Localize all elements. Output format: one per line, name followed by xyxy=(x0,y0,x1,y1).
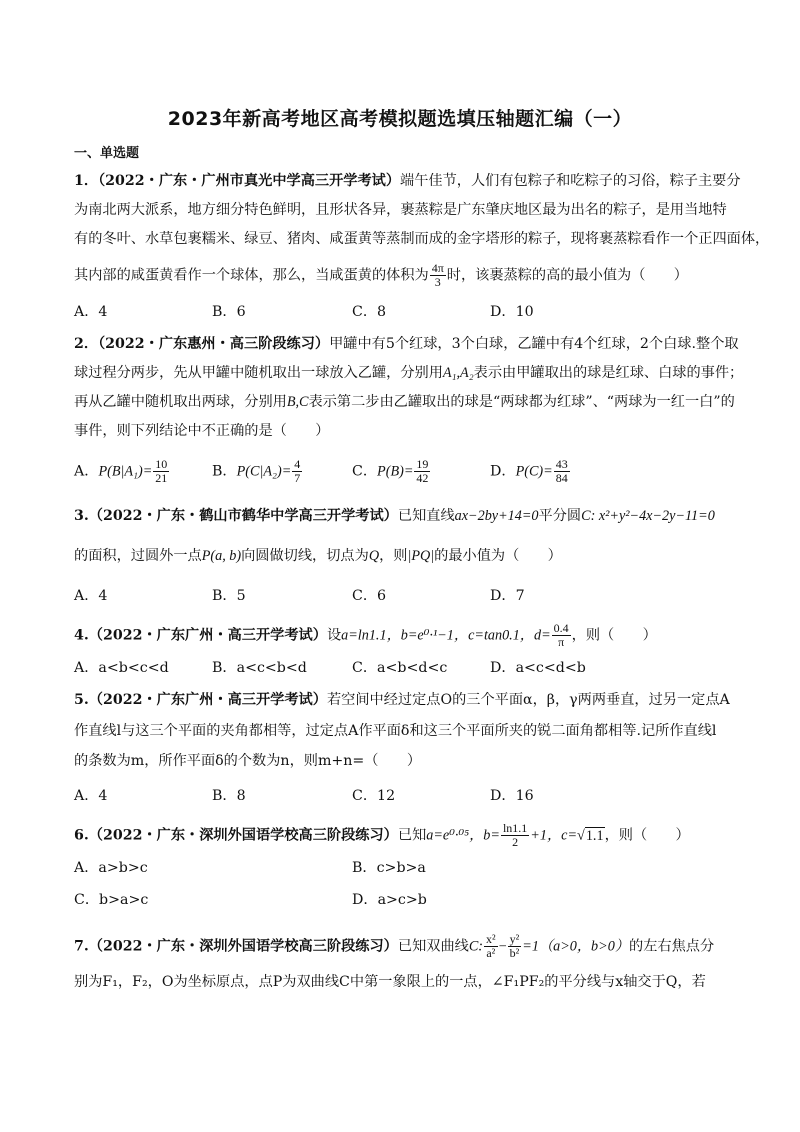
q3-math-line: ax−2by+14=0 xyxy=(454,508,539,524)
q6-line-1 xyxy=(74,822,734,849)
q2-text-3b: 表示第二步由乙罐取出的球是“两球都为红球”、“两球为一红一白”的 xyxy=(308,394,735,410)
q5-option-a: A．4 xyxy=(74,788,108,804)
q1-line-1 xyxy=(74,171,741,191)
q3-option-c: C．6 xyxy=(352,588,387,604)
q2-text-2b: 表示由甲罐取出的球是红球、白球的事件； xyxy=(473,365,744,381)
q3-line-2 xyxy=(74,546,734,566)
q3-text-2a: 的面积，过圆外一点 xyxy=(74,548,202,564)
q6-text-1b: ，则（ ） xyxy=(604,827,690,844)
q6-sqrt: √1.1 xyxy=(577,827,604,844)
q1-option-b: B．6 xyxy=(212,304,246,320)
q3-text-1b: 平分圆 xyxy=(538,508,582,524)
q2-option-d-den: 84 xyxy=(555,471,568,485)
q7-line-1 xyxy=(74,933,734,960)
q4-frac-den: π xyxy=(558,635,565,649)
q4-text-1a: 设 xyxy=(326,627,342,644)
q2-option-d-num: 43 xyxy=(555,457,568,471)
q2-option-c-label: C． xyxy=(352,463,378,480)
q4-fraction xyxy=(552,622,571,649)
q7-line-2: 别为F₁，F₂，O为坐标原点，点P为双曲线C中第一象限上的一点，∠F₁PF₂的平分线与x轴交于Q，若 xyxy=(74,974,706,990)
q6-text-1a: 已知 xyxy=(397,827,427,844)
q2-line-4: 事件，则下列结论中不正确的是（ ） xyxy=(74,423,330,439)
q2-option-b-label: B． xyxy=(212,463,237,480)
page-title: 2023年新高考地区高考模拟题选填压轴题汇编（一） xyxy=(167,108,633,130)
section-heading: 一、单选题 xyxy=(74,146,140,161)
q2-option-c-expr: P(B)= xyxy=(377,463,414,480)
q2-line-3 xyxy=(74,392,734,412)
q4-option-c: C．a<b<d<c xyxy=(352,660,448,676)
q7-source: 7.（2022・广东・深圳外国语学校高三阶段练习） xyxy=(74,938,398,955)
q2-option-b-expr: P(C|A₂)= xyxy=(236,463,292,480)
q6-source: 6.（2022・广东・深圳外国语学校高三阶段练习） xyxy=(74,827,398,844)
q3-text-2d: 的最小值为（ ） xyxy=(434,548,562,564)
q6-fraction xyxy=(501,822,529,849)
q2-math-2: A₁,A₂ xyxy=(442,365,474,381)
q1-text-4a: 其内部的咸蛋黄看作一个球体，那么，当咸蛋黄的体积为 xyxy=(74,267,429,284)
q2-option-a-num: 10 xyxy=(155,457,168,471)
q1-text-4b: 时，该裹蒸粽的高的最小值为（ ） xyxy=(446,267,688,284)
q2-option-d-frac xyxy=(554,458,570,485)
q5-line-2: 作直线l与这三个平面的夹角都相等，过定点A作平面δ和这三个平面所夹的锐二面角都相等.记所作直线l xyxy=(74,723,717,739)
q2-line-1 xyxy=(74,334,739,354)
q4-frac-num: 0.4 xyxy=(553,621,569,635)
q2-text-2a: 球过程分两步，先从甲罐中随机取出一球放入乙罐，分别用 xyxy=(74,365,443,381)
q2-option-a-frac xyxy=(153,458,169,485)
q2-option-c-frac xyxy=(414,458,430,485)
q1-frac-num: 4π xyxy=(431,261,444,275)
q6-math-a: a=e⁰·⁰⁵，b= xyxy=(426,827,500,844)
q5-text-1: 若空间中经过定点O的三个平面α，β，γ两两垂直，过另一定点A xyxy=(326,692,730,708)
q2-option-c-den: 42 xyxy=(416,471,429,485)
q6-frac-num: ln1.1 xyxy=(502,821,528,835)
q3-text-1a: 已知直线 xyxy=(397,508,455,524)
q4-source: 4.（2022・广东广州・高三开学考试） xyxy=(74,627,327,644)
q1-option-a: A．4 xyxy=(74,304,108,320)
q3-math-point: P(a, b) xyxy=(201,548,242,564)
q5-source: 5.（2022・广东广州・高三开学考试） xyxy=(74,692,327,708)
q1-option-d: D．10 xyxy=(490,304,534,320)
q6-math-b: +1，c= xyxy=(530,827,578,844)
q2-option-b-frac xyxy=(292,458,302,485)
q3-math-q: Q xyxy=(368,548,380,564)
q4-line-1 xyxy=(74,622,734,649)
q1-fraction xyxy=(430,262,446,289)
q6-option-d: D．a>c>b xyxy=(352,892,427,908)
q5-option-d: D．16 xyxy=(490,788,534,804)
q2-math-3: B,C xyxy=(286,394,309,410)
q5-line-1 xyxy=(74,690,734,710)
q3-math-circle: C: x²+y²−4x−2y−11=0 xyxy=(581,508,715,524)
q1-line-3: 有的冬叶、水草包裹糯米、绿豆、猪肉、咸蛋黄等蒸制而成的金字塔形的粽子，现将裹蒸粽看作一个正四面体， xyxy=(74,231,770,247)
q2-option-c xyxy=(352,458,431,485)
q7-frac1-num: x² xyxy=(486,932,496,946)
q2-option-b xyxy=(212,458,303,485)
q3-option-d: D．7 xyxy=(490,588,525,604)
q4-option-d: D．a<c<d<b xyxy=(490,660,586,676)
q7-math-c: C: xyxy=(468,938,484,955)
q2-option-d xyxy=(490,458,571,485)
q3-option-a: A．4 xyxy=(74,588,108,604)
q6-sqrt-value: 1.1 xyxy=(585,827,604,844)
q3-text-2b: 向圆做切线，切点为 xyxy=(241,548,369,564)
q2-text-1: 甲罐中有5个红球，3个白球，乙罐中有4个红球，2个白球.整个取 xyxy=(329,336,739,352)
q2-option-c-num: 19 xyxy=(416,457,429,471)
q7-text-1b: 的左右焦点分 xyxy=(629,938,715,955)
q4-math: a=ln1.1，b=e⁰·¹−1，c=tan0.1，d= xyxy=(341,627,551,644)
q1-frac-den: 3 xyxy=(434,275,441,289)
q6-option-b: B．c>b>a xyxy=(352,860,426,876)
q2-option-a-den: 21 xyxy=(155,471,168,485)
q2-option-a-label: A． xyxy=(74,463,99,480)
q4-text-1b: ，则（ ） xyxy=(571,627,657,644)
q2-option-d-expr: P(C)= xyxy=(515,463,553,480)
q5-option-b: B．8 xyxy=(212,788,246,804)
q2-option-a-expr: P(B|A₁)= xyxy=(98,463,153,480)
q1-text-1: 端午佳节，人们有包粽子和吃粽子的习俗，粽子主要分 xyxy=(400,173,741,189)
q2-option-b-den: 7 xyxy=(294,471,301,485)
q3-math-pq: |PQ| xyxy=(407,548,435,564)
q6-frac-den: 2 xyxy=(512,835,519,849)
q1-line-4 xyxy=(74,262,734,289)
q6-option-c: C．b>a>c xyxy=(74,892,149,908)
q3-source: 3.（2022・广东・鹤山市鹤华中学高三开学考试） xyxy=(74,508,398,524)
q5-line-3: 的条数为m，所作平面δ的个数为n，则m+n=（ ） xyxy=(74,753,422,769)
q7-fraction-2 xyxy=(508,933,522,960)
q1-line-2: 为南北两大派系，地方细分特色鲜明，且形状各异，裹蒸粽是广东肇庆地区最为出名的粽子，是用当地特 xyxy=(74,202,727,218)
q7-frac1-den: a² xyxy=(486,946,496,960)
q7-frac2-num: y² xyxy=(509,932,520,946)
q2-source: 2．（2022・广东惠州・高三阶段练习） xyxy=(74,336,330,352)
q2-text-3a: 再从乙罐中随机取出两球，分别用 xyxy=(74,394,287,410)
q3-text-2c: ，则 xyxy=(379,548,408,564)
q2-option-b-num: 4 xyxy=(294,457,301,471)
q7-math-cond: =1（a>0，b>0） xyxy=(522,938,630,955)
q7-minus: − xyxy=(498,938,507,955)
q6-option-a: A．a>b>c xyxy=(74,860,148,876)
q3-option-b: B．5 xyxy=(212,588,246,604)
q4-option-a: A．a<b<c<d xyxy=(74,660,169,676)
q7-fraction-1 xyxy=(484,933,498,960)
q7-text-1a: 已知双曲线 xyxy=(397,938,469,955)
q1-source: 1．（2022・广东・广州市真光中学高三开学考试） xyxy=(74,173,401,189)
q4-option-b: B．a<c<b<d xyxy=(212,660,307,676)
q5-option-c: C．12 xyxy=(352,788,396,804)
q1-option-c: C．8 xyxy=(352,304,387,320)
q2-line-2 xyxy=(74,363,744,383)
q3-line-1 xyxy=(74,506,734,526)
q2-option-d-label: D． xyxy=(490,463,516,480)
q2-option-a xyxy=(74,458,170,485)
q7-frac2-den: b² xyxy=(509,946,520,960)
